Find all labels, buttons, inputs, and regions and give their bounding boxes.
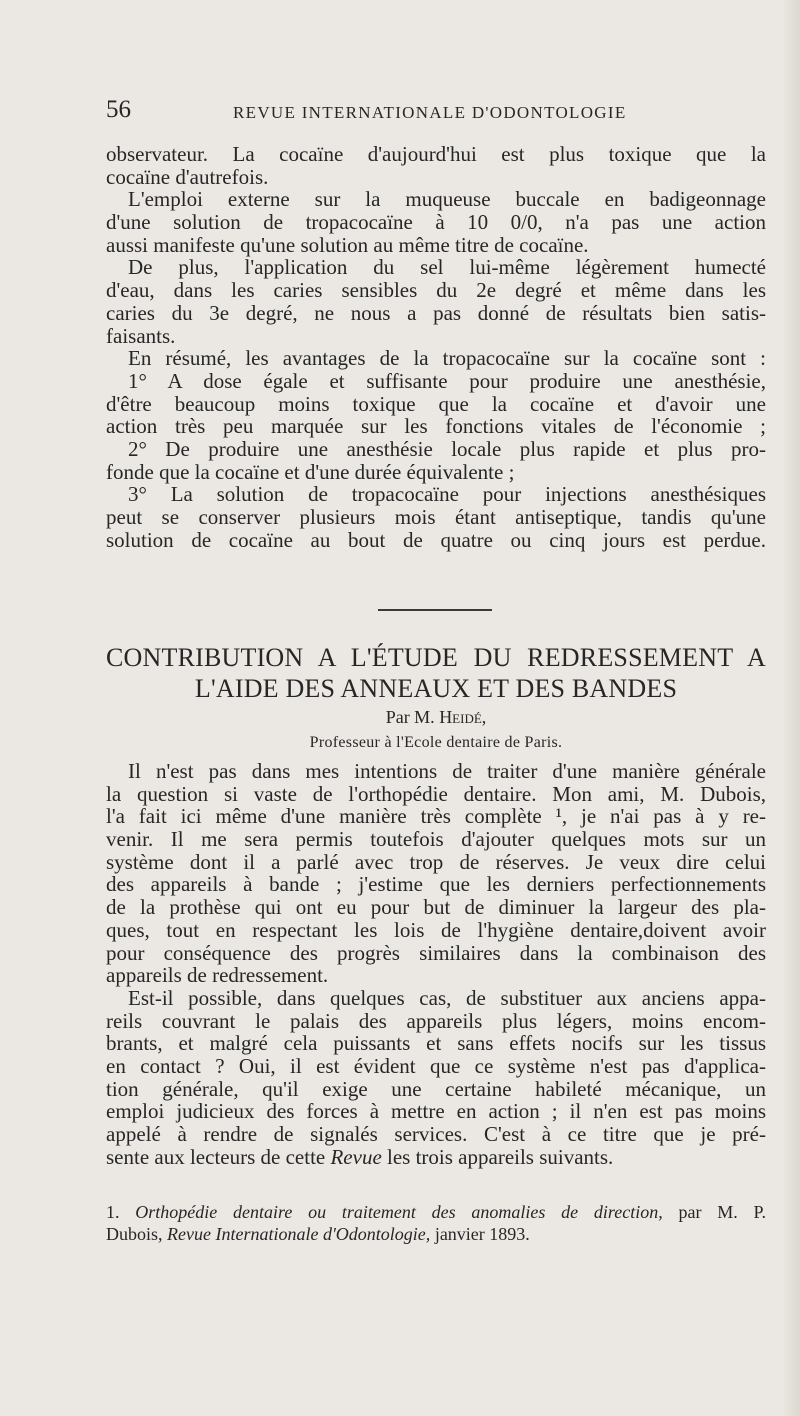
text-line: reils couvrant le palais des appareils plus légers, moins encom- [106, 1008, 766, 1033]
text-line: la question si vaste de l'orthopédie dentaire. Mon ami, M. Dubois, [106, 781, 766, 806]
text-line: 3° La solution de tropacocaïne pour injections anesthésiques [128, 482, 766, 507]
text-line: ques, tout en respectant les lois de l'hygiène dentaire,doivent avoir [106, 917, 766, 942]
journal-name-italic: Revue [330, 1144, 382, 1169]
text-line: peut se conserver plusieurs mois étant antiseptique, tandis qu'une [106, 505, 766, 529]
footnote-line [106, 1201, 766, 1223]
text-line [106, 1146, 766, 1169]
text-line: en contact ? Oui, il est évident que ce système n'est pas d'applica- [106, 1053, 766, 1078]
text-line: d'une solution de tropacocaïne à 10 0/0, n'a pas une action [106, 210, 766, 235]
preceding-article-text [106, 143, 766, 551]
text-line: de la prothèse qui ont eu pour but de diminuer la largeur des pla- [106, 895, 766, 920]
text-line: système dont il a parlé avec trop de réserves. Je veux dire celui [106, 849, 766, 874]
text-fragment: sente aux lecteurs de cette [106, 1144, 326, 1169]
text-line: brants, et malgré cela puissants et sans effets nocifs sur les tissus [106, 1031, 766, 1056]
article-title-line: L'AIDE DES ANNEAUX ET DES BANDES [194, 674, 678, 703]
text-line: pour conséquence des progrès similaires dans la combinaison des [106, 940, 766, 965]
text-line: Est-il possible, dans quelques cas, de substituer aux anciens appa- [128, 985, 766, 1010]
text-line: solution de cocaïne au bout de quatre ou cinq jours est perdue. [106, 527, 766, 552]
text-line: appareils de redressement. [106, 963, 329, 988]
footnote [106, 1201, 766, 1245]
footnote-author: par M. P. [678, 1202, 766, 1222]
text-line: caries du 3e degré, ne nous a pas donné de résultats bien satis- [106, 300, 766, 325]
text-line: aussi manifeste qu'une solution au même titre de cocaïne. [106, 232, 589, 257]
text-line: faisants. [106, 323, 176, 348]
page-edge-shadow [782, 0, 800, 1416]
page-number: 56 [106, 96, 131, 123]
running-header [106, 94, 768, 124]
section-divider [378, 609, 492, 611]
article-title [106, 642, 766, 704]
text-line: 2° De produire une anesthésie locale plus rapide et plus pro- [128, 436, 766, 461]
footnote-line [106, 1223, 766, 1245]
text-line: venir. Il me sera permis toutefois d'ajouter quelques mots sur un [106, 827, 766, 852]
text-line: observateur. La cocaïne d'aujourd'hui est plus toxique que la [106, 142, 766, 166]
footnote-marker: 1. [106, 1202, 120, 1222]
author-name: Heidé, [439, 707, 487, 727]
text-line: des appareils à bande ; j'estime que les derniers perfectionnements [106, 872, 766, 897]
text-line: d'être beaucoup moins toxique que la cocaïne et d'avoir une [106, 391, 766, 416]
article-body [106, 760, 766, 1168]
text-line: Il n'est pas dans mes intentions de traiter d'une manière générale [128, 759, 766, 783]
text-line: 1° A dose égale et suffisante pour produire une anesthésie, [128, 368, 766, 393]
author-byline [106, 704, 766, 730]
text-line: tion générale, qu'il exige une certaine habileté mécanique, un [106, 1076, 766, 1101]
text-line: L'emploi externe sur la muqueuse buccale en badigeonnage [128, 187, 766, 212]
text-line: action très peu marquée sur les fonctions vitales de l'économie ; [106, 414, 766, 439]
author-affiliation: Professeur à l'Ecole dentaire de Paris. [309, 734, 563, 751]
text-fragment: les trois appareils suivants. [387, 1144, 614, 1169]
footnote-author-name: Dubois, [106, 1224, 163, 1244]
text-line: l'a fait ici même d'une manière très complète ¹, je n'ai pas à y re- [106, 804, 766, 829]
byline-prefix: Par M. [385, 707, 435, 727]
footnote-journal: Revue Internationale d'Odontologie, [167, 1224, 431, 1244]
text-line: emploi judicieux des forces à mettre en action ; il n'en est pas moins [106, 1099, 766, 1124]
text-line: d'eau, dans les caries sensibles du 2e degré et même dans les [106, 278, 766, 303]
text-line: De plus, l'application du sel lui-même légèrement humecté [128, 255, 766, 280]
text-line: cocaïne d'autrefois. [106, 164, 269, 189]
article-title-line: CONTRIBUTION A L'ÉTUDE DU REDRESSEMENT A [106, 643, 766, 672]
footnote-work-title: Orthopédie dentaire ou traitement des anomalies de direction, [135, 1202, 663, 1222]
text-line: appelé à rendre de signalés services. C'est à ce titre que je pré- [106, 1122, 766, 1146]
footnote-date: janvier 1893. [434, 1224, 530, 1244]
text-line: fonde que la cocaïne et d'une durée équivalente ; [106, 459, 515, 484]
journal-title: REVUE INTERNATIONALE D'ODONTOLOGIE [233, 103, 627, 122]
text-line: En résumé, les avantages de la tropacocaïne sur la cocaïne sont : [128, 346, 766, 371]
